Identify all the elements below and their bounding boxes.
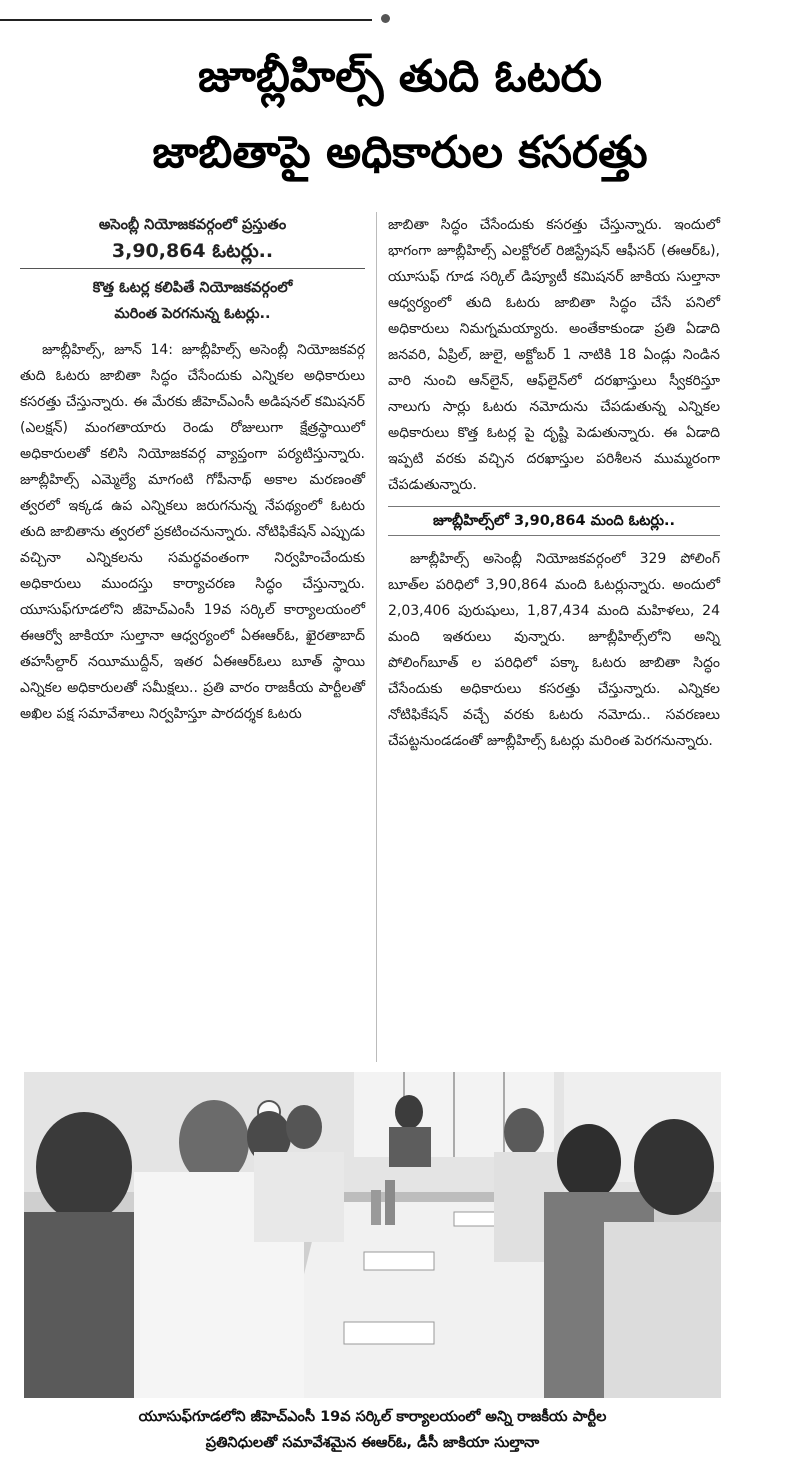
top-rule-dot (381, 14, 390, 23)
top-rule (0, 19, 372, 21)
photo-caption (24, 1404, 721, 1456)
left-column (20, 212, 365, 727)
caption-line-1: యూసుఫ్‌గూడలోని జీహెచ్ఎంసీ 19వ సర్కిల్ కార్యాలయంలో అన్ని రాజకీయ పార్టీల (138, 1409, 607, 1425)
right-column (388, 212, 720, 754)
headline-line-2: జాబితాపై అధికారుల కసరత్తు (152, 127, 648, 178)
column-divider (376, 212, 377, 1062)
article-paragraph: జూబ్లీహిల్స్, జూన్ 14: జూబ్లీహిల్స్ అసెంబ్లీ నియోజకవర్గ తుది ఓటరు జాబితా సిద్ధం చేసేందుకు ఎన్నికల అధికారులు కసరత్తు చేస్తున్నారు. ఈ మేరకు జీహెచ్ఎంసీ అడిషనల్ కమిషనర్ (ఎలక్షన్) మంగతాయారు రెండు రోజులుగా క్షేత్రస్థాయిలో అధికారులతో కలిసి నియోజకవర్గ వ్యాప్తంగా పర్యటిస్తున్నారు. జూబ్లీహిల్స్ ఎమ్మెల్యే మాగంటి గోపీనాథ్ అకాల మరణంతో త్వరలో ఇక్కడ ఉప ఎన్నికలు జరుగనున్న నేపథ్యంలో ఓటరు తుది జాబితాను త్వరలో ప్రకటించనున్నారు. నోటిఫికేషన్ ఎప్పుడు వచ్చినా ఎన్నికలను సమర్థవంతంగా నిర్వహించేందుకు అధికారులు ముందస్తు కార్యాచరణ సిద్ధం చేస్తున్నారు. యూసుఫ్‌గూడలోని జీహెచ్ఎంసీ 19వ సర్కిల్ కార్యాలయంలో ఈఆర్వో జాకియా సుల్తానా ఆధ్వర్యంలో ఏఈఆర్ఓ, ఖైరతాబాద్ తహసీల్దార్ నయీముద్దీన్, ఇతర ఏఈఆర్ఓలు బూత్ స్థాయి ఎన్నికల అధికారులతో సమీక్షలు.. ప్రతి వారం రాజకీయ పార్టీలతో అఖిల పక్ష సమావేశాలు నిర్వహిస్తూ పారదర్శక ఓటరు (20, 342, 365, 722)
article-body-right (388, 212, 720, 498)
subheading: జూబ్లీహిల్స్‌లో 3,90,864 మంది ఓటర్లు.. (388, 506, 720, 536)
kicker (20, 212, 365, 327)
caption-line-2: ప్రతినిధులతో సమావేశమైన ఈఆర్ఓ, డీసీ జాకియా సుల్తానా (205, 1435, 540, 1451)
kicker-line-4: మరింత పెరగనున్న ఓటర్లు.. (114, 306, 271, 322)
kicker-divider (20, 268, 365, 269)
kicker-line-3: కొత్త ఓటర్ల కలిపితే నియోజకవర్గంలో (92, 280, 293, 296)
headline-line-1: జూబ్లీహిల్స్ తుది ఓటరు (198, 51, 602, 102)
kicker-voter-count: 3,90,864 ఓటర్లు.. (111, 240, 274, 262)
article-body-right-2 (388, 546, 720, 754)
article-paragraph: జూబ్లీహిల్స్ అసెంబ్లీ నియోజకవర్గంలో 329 పోలింగ్ బూత్‌ల పరిధిలో 3,90,864 మంది ఓటర్లున్నారు. అందులో 2,03,406 పురుషులు, 1,87,434 మంది మహిళలు, 24 మంది ఇతరులు వున్నారు. జూబ్లీహిల్స్‌లోని అన్ని పోలింగ్‌బూత్ ల పరిధిలో పక్కా ఓటరు జాబితా సిద్ధం చేసేందుకు అధికారులు కసరత్తు చేస్తున్నారు. ఎన్నికల నోటిఫికేషన్ వచ్చే వరకు ఓటరు నమోదు.. సవరణలు చేపట్టనుండడంతో జూబ్లీహిల్స్ ఓటర్లు మరింత పెరగనున్నారు. (388, 551, 720, 749)
meeting-photo (24, 1072, 721, 1398)
article-body-left (20, 337, 365, 727)
meeting-photo-illustration (24, 1072, 721, 1398)
kicker-line-1: అసెంబ్లీ నియోజకవర్గంలో ప్రస్తుతం (98, 217, 287, 233)
article-paragraph: జాబితా సిద్ధం చేసేందుకు కసరత్తు చేస్తున్నారు. ఇందులో భాగంగా జూబ్లీహిల్స్ ఎలక్టోరల్ రిజిస్ట్రేషన్ ఆఫీసర్ (ఈఆర్ఓ), యూసుఫ్ గూడ సర్కిల్ డిప్యూటీ కమిషనర్ జాకియ సుల్తానా ఆధ్వర్యంలో తుది ఓటరు జాబితా సిద్ధం చేసే పనిలో అధికారులు నిమగ్నమయ్యారు. అంతేకాకుండా ప్రతి ఏడాది జనవరి, ఏప్రిల్, జులై, అక్టోబర్ 1 నాటికి 18 ఏండ్లు నిండిన వారి నుంచి ఆన్‌లైన్, ఆఫ్‌లైన్‌లో దరఖాస్తులు స్వీకరిస్తూ నాలుగు సార్లు ఓటరు నమోదును చేపడుతున్న ఎన్నికల అధికారులు కొత్త ఓటర్ల పై దృష్టి పెడుతున్నారు. ఈ ఏడాది ఇప్పటి వరకు వచ్చిన దరఖాస్తుల పరిశీలన ముమ్మరంగా చేపడుతున్నారు. (388, 217, 720, 493)
